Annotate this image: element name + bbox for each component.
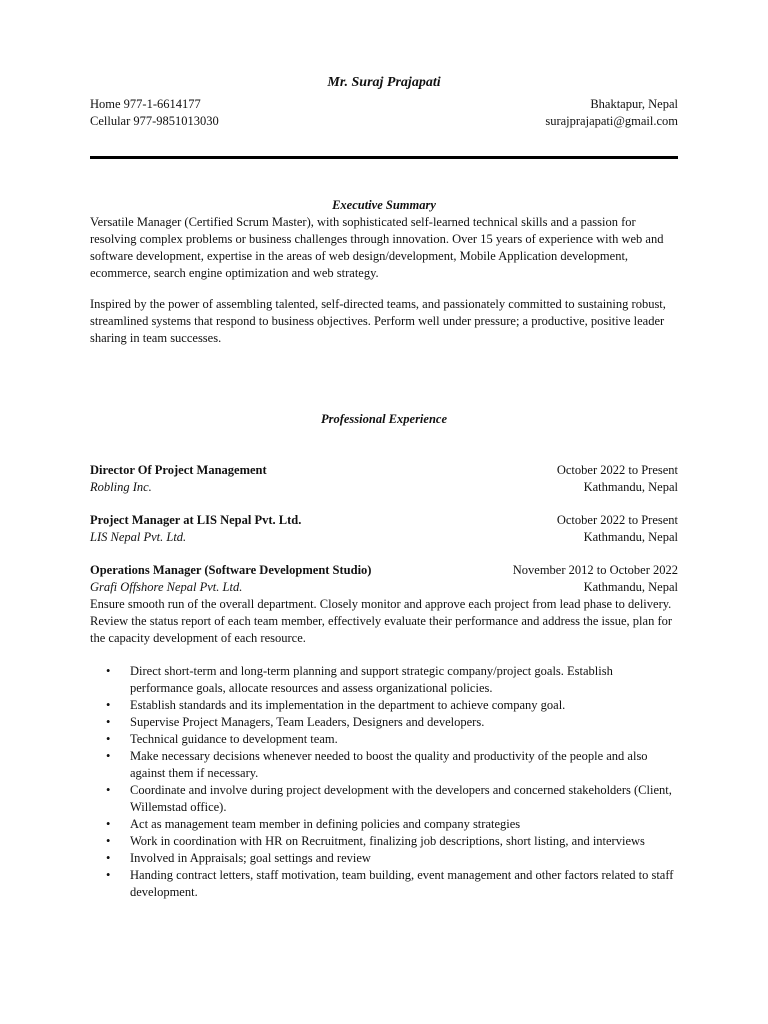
duty-item <box>106 782 678 816</box>
duty-text: Supervise Project Managers, Team Leaders, Designers and developers. <box>130 715 485 729</box>
duty-item <box>106 748 678 782</box>
job-dates: November 2012 to October 2022 <box>512 563 678 577</box>
email: surajprajapati@gmail.com <box>545 114 678 128</box>
home-phone: Home 977-1-6614177 <box>90 97 201 111</box>
duty-text: Make necessary decisions whenever needed to boost the quality and productivity of the people and also against them if necessary. <box>130 749 648 780</box>
bullet-icon: • <box>106 834 111 848</box>
duties-list <box>90 663 678 901</box>
contact-row-1 <box>90 96 678 113</box>
bullet-icon: • <box>106 664 111 678</box>
duty-text: Direct short-term and long-term planning and support strategic company/project goals. Establish performance goals, allocate resources and assess organizational policies. <box>130 664 613 695</box>
summary-paragraph-1: Versatile Manager (Certified Scrum Master), with sophisticated self-learned technical skills and a passion for resolving complex problems or business challenges through innovation. Over 15 years of experience with web and software development, expertise in the areas of web design/development, Mobile Application development, ecommerce, search engine optimization and web strategy. <box>90 215 664 280</box>
duty-item <box>106 714 678 731</box>
duty-text: Establish standards and its implementation in the department to achieve company goal. <box>130 698 566 712</box>
duty-text: Technical guidance to development team. <box>130 732 338 746</box>
job-location: Kathmandu, Nepal <box>583 480 678 494</box>
job-location: Kathmandu, Nepal <box>583 530 678 544</box>
job-entry <box>90 462 678 496</box>
job-title: Director Of Project Management <box>90 463 267 477</box>
bullet-icon: • <box>106 851 111 865</box>
job-title-row <box>90 462 678 479</box>
job-company: Robling Inc. <box>90 480 152 494</box>
duty-text: Handing contract letters, staff motivation, team building, event management and other factors related to staff development. <box>130 868 674 899</box>
job-entry <box>90 512 678 546</box>
cell-phone: Cellular 977-9851013030 <box>90 114 219 128</box>
bullet-icon: • <box>106 749 111 763</box>
job-title: Operations Manager (Software Development Studio) <box>90 563 372 577</box>
candidate-name: Mr. Suraj Prajapati <box>327 75 441 90</box>
job-location: Kathmandu, Nepal <box>583 580 678 594</box>
job-company: LIS Nepal Pvt. Ltd. <box>90 530 187 544</box>
bullet-icon: • <box>106 732 111 746</box>
job-dates: October 2022 to Present <box>556 463 678 477</box>
duty-text: Coordinate and involve during project development with the developers and concerned stakeholders (Client, Willemstad office). <box>130 783 672 814</box>
job-title: Project Manager at LIS Nepal Pvt. Ltd. <box>90 513 302 527</box>
duty-text: Work in coordination with HR on Recruitment, finalizing job descriptions, short listing, and interviews <box>130 834 645 848</box>
job-title-row <box>90 512 678 529</box>
bullet-icon: • <box>106 715 111 729</box>
duty-text: Involved in Appraisals; goal settings and review <box>130 851 371 865</box>
duty-item <box>106 833 678 850</box>
duty-item <box>106 850 678 867</box>
bullet-icon: • <box>106 783 111 797</box>
bullet-icon: • <box>106 817 111 831</box>
bullet-icon: • <box>106 868 111 882</box>
contact-row-2 <box>90 113 678 130</box>
summary-paragraph-2: Inspired by the power of assembling talented, self-directed teams, and passionately committed to sustaining robust, streamlined systems that respond to business objectives. Perform well under pressure; a productive, positive leader sharing in team successes. <box>90 297 666 345</box>
experience-heading: Professional Experience <box>320 412 448 426</box>
job-company-row <box>90 529 678 546</box>
location: Bhaktapur, Nepal <box>590 97 678 111</box>
summary-heading: Executive Summary <box>332 198 436 212</box>
duty-item <box>106 816 678 833</box>
job-company-row <box>90 479 678 496</box>
duty-item <box>106 731 678 748</box>
bullet-icon: • <box>106 698 111 712</box>
job-company-row <box>90 579 678 596</box>
resume-content <box>90 74 678 901</box>
header-divider <box>90 156 678 159</box>
duty-text: Act as management team member in defining policies and company strategies <box>130 817 521 831</box>
duty-item <box>106 663 678 697</box>
job-title-row <box>90 562 678 579</box>
job-entry <box>90 562 678 901</box>
duty-item <box>106 867 678 901</box>
job-list <box>90 462 678 901</box>
job-company: Grafi Offshore Nepal Pvt. Ltd. <box>90 580 243 594</box>
job-dates: October 2022 to Present <box>556 513 678 527</box>
job-description: Ensure smooth run of the overall department. Closely monitor and approve each project from lead phase to delivery. Review the status report of each team member, effectively evaluate their performance and address the issue, plan for the capacity development of each resource. <box>90 597 673 645</box>
duty-item <box>106 697 678 714</box>
